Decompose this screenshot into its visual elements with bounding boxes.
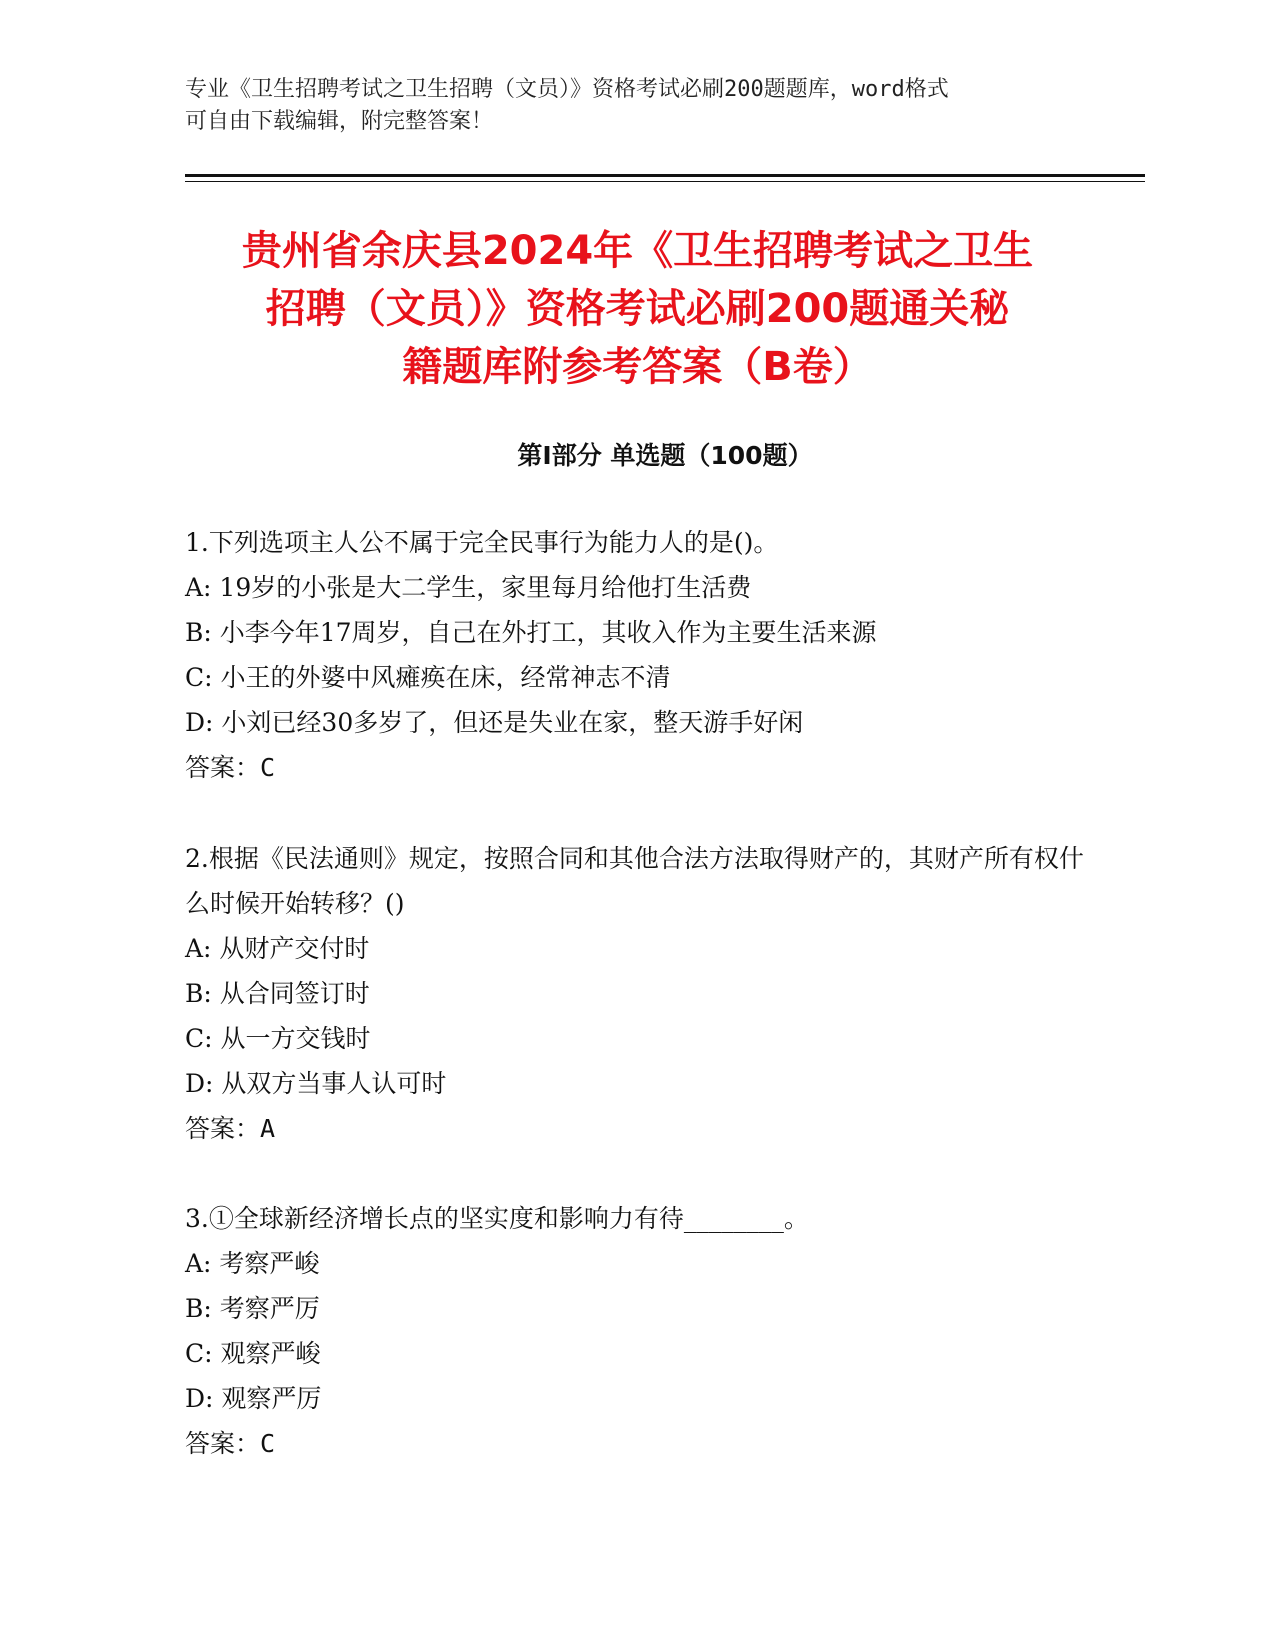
question-block: [185, 836, 1085, 1151]
header-note-line-2: 可自由下载编辑，附完整答案！: [185, 109, 494, 134]
title-line-2: 招聘（文员）》资格考试必刷200题通关秘: [265, 286, 1010, 332]
header-note: [185, 74, 1075, 138]
header-divider-thick: [185, 174, 1145, 177]
document-title: [150, 222, 1125, 396]
option-d: D: 从双方当事人认可时: [185, 1069, 447, 1098]
answer-line: 答案：C: [185, 753, 276, 782]
option-c: C: 观察严峻: [185, 1339, 321, 1368]
option-a: A: 从财产交付时: [185, 934, 370, 963]
option-d: D: 观察严厉: [185, 1384, 322, 1413]
option-a: A: 考察严峻: [185, 1249, 320, 1278]
question-stem: 1.下列选项主人公不属于完全民事行为能力人的是()。: [185, 528, 779, 557]
option-c: C: 小王的外婆中风瘫痪在床，经常神志不清: [185, 663, 671, 692]
section-heading: 第I部分 单选题（100题）: [517, 441, 813, 470]
title-line-1: 贵州省余庆县2024年《卫生招聘考试之卫生: [241, 228, 1034, 274]
question-stem: 2.根据《民法通则》规定，按照合同和其他合法方法取得财产的，其财产所有权什么时候开始转移？(): [185, 844, 1084, 918]
option-a: A: 19岁的小张是大二学生，家里每月给他打生活费: [185, 573, 752, 602]
option-b: B: 从合同签订时: [185, 979, 370, 1008]
title-line-3: 籍题库附参考答案（B卷）: [402, 344, 873, 390]
option-b: B: 小李今年17周岁，自己在外打工，其收入作为主要生活来源: [185, 618, 877, 647]
answer-line: 答案：A: [185, 1114, 276, 1143]
question-block: [185, 520, 1085, 790]
option-c: C: 从一方交钱时: [185, 1024, 371, 1053]
header-note-line-1: 专业《卫生招聘考试之卫生招聘（文员）》资格考试必刷200题题库，word格式: [185, 77, 949, 102]
answer-line: 答案：C: [185, 1429, 276, 1458]
header-divider-thin: [185, 181, 1145, 182]
option-d: D: 小刘已经30多岁了，但还是失业在家，整天游手好闲: [185, 708, 804, 737]
question-block: [185, 1196, 1085, 1466]
option-b: B: 考察严厉: [185, 1294, 320, 1323]
question-stem: 3.①全球新经济增长点的坚实度和影响力有待________。: [185, 1204, 809, 1233]
